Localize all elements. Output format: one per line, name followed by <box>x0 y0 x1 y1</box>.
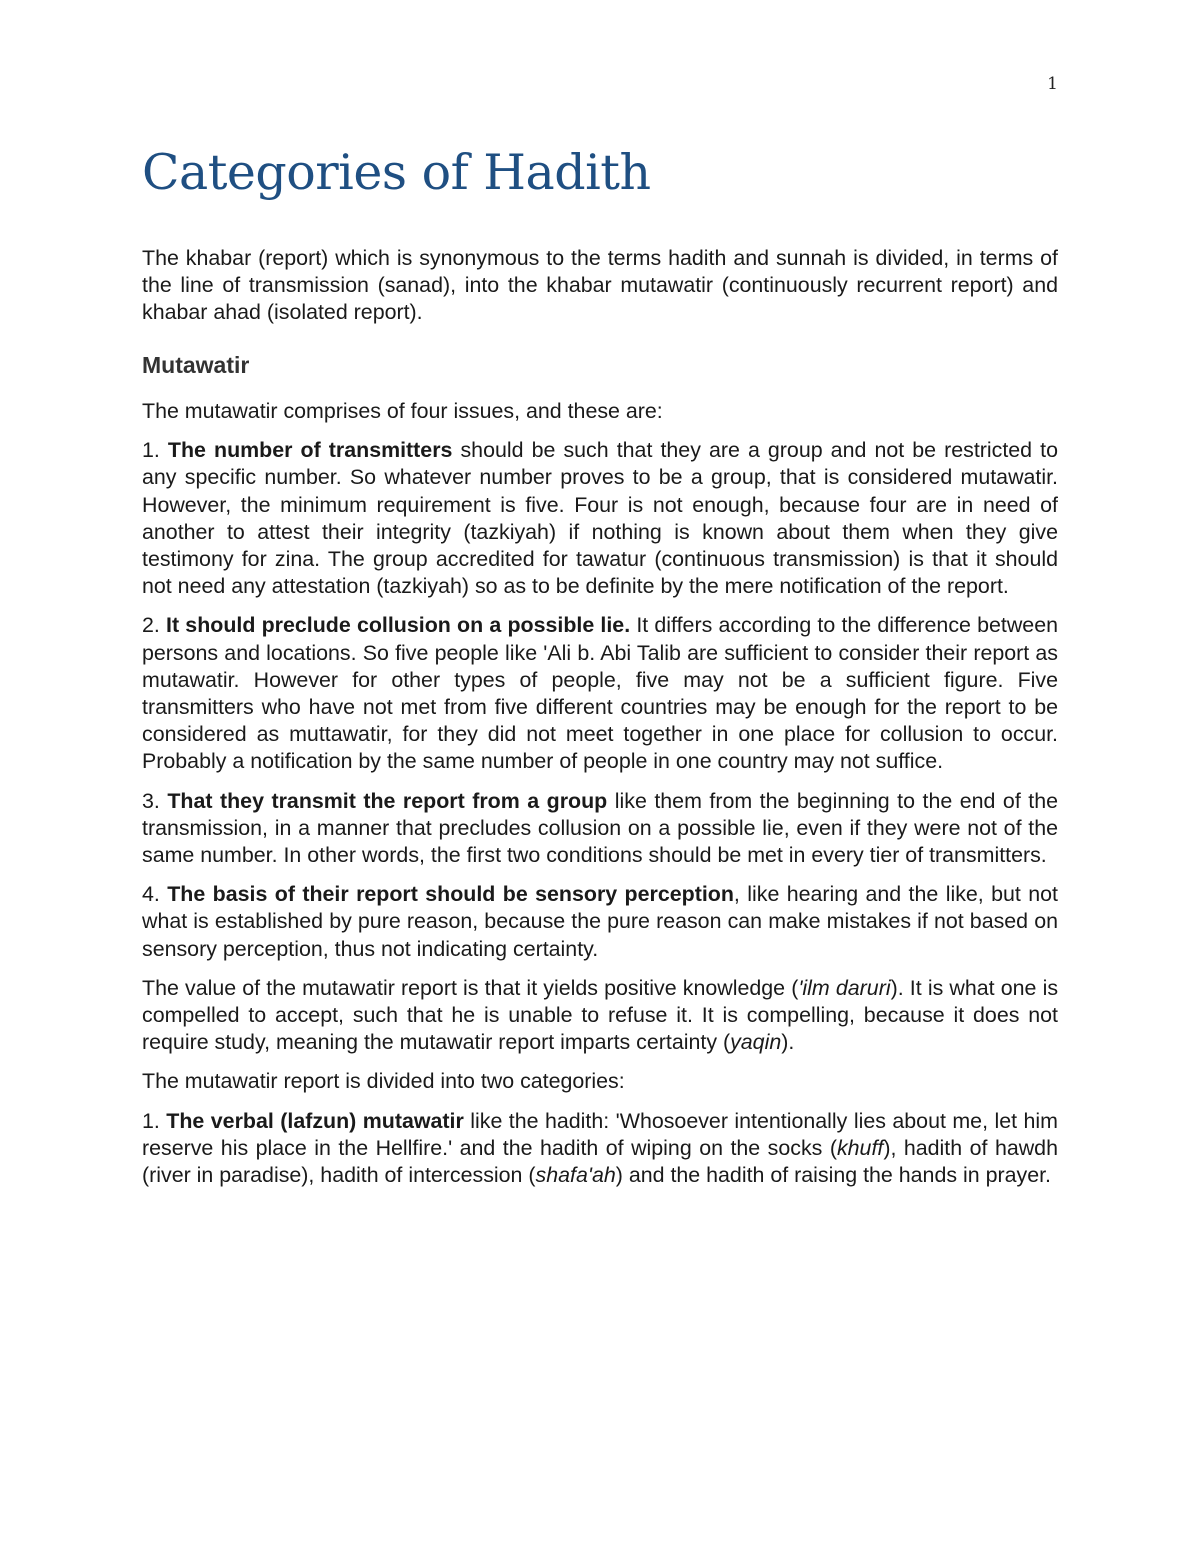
issue-4-paragraph <box>142 881 1058 963</box>
category-1-bold: The verbal (lafzun) mutawatir <box>166 1108 464 1133</box>
issue-2-bold: It should preclude collusion on a possible lie. <box>166 613 631 638</box>
section-heading-mutawatir: Mutawatir <box>142 352 250 379</box>
page-number: 1 <box>1047 74 1058 94</box>
issue-1-bold: The number of transmitters <box>167 438 453 463</box>
issue-2-number: 2. <box>142 613 167 638</box>
value-italic-ilm-daruri: 'ilm daruri <box>798 975 891 1000</box>
issue-1-number: 1. <box>142 438 168 463</box>
category-1-text-2: ), hadith of hawdh (river in paradise), hadith of intercession ( <box>142 1135 1058 1188</box>
category-1-number: 1. <box>142 1108 167 1133</box>
intro-paragraph: The khabar (report) which is synonymous to the terms hadith and sunnah is divided, in terms of the line of transmission (sanad), into the khabar mutawatir (continuously recurrent report) and khabar ahad (isolated report). <box>142 245 1058 325</box>
category-1-italic-shafaah: shafa'ah <box>535 1163 616 1188</box>
value-italic-yaqin: yaqin <box>730 1030 782 1055</box>
document-body <box>142 144 1058 1201</box>
issue-4-text: , like hearing and the like, but not what is established by pure reason, because the pure reason can make mistakes if not based on sensory perception, thus not indicating certainty. <box>142 882 1058 961</box>
issue-4-bold: The basis of their report should be sensory perception <box>167 882 734 907</box>
divided-paragraph: The mutawatir report is divided into two categories: <box>142 1069 625 1094</box>
category-1-text-1: like the hadith: 'Whosoever intentionally lies about me, let him reserve his place in the Hellfire.' and the hadith of wiping on the socks ( <box>142 1108 1058 1160</box>
issue-1-text: should be such that they are a group and not be restricted to any specific number. So whatever number proves to be a group, that is considered mutawatir. However, the minimum requirement is five. Four is not enough, because four are in need of another to attest their integrity (tazkiyah) if nothing is known about them when they give testimony for zina. The group accredited for tawatur (continuous transmission) is that it should not need any attestation (tazkiyah) so as to be definite by the mere notification of the report. <box>142 438 1058 599</box>
issue-1-paragraph <box>142 437 1058 600</box>
value-text-3: ). <box>781 1030 795 1055</box>
category-1-text-3: ) and the hadith of raising the hands in prayer. <box>615 1163 1051 1188</box>
category-1-paragraph <box>142 1108 1058 1190</box>
issue-3-number: 3. <box>142 788 168 813</box>
issue-2-text: It differs according to the difference between persons and locations. So five people like 'Ali b. Abi Talib are sufficient to consider their report as mutawatir. However for other types of people, five may not be a sufficient figure. Five transmitters who have not met from five different countries may be enough for the report to be considered as muttawatir, for they did not meet together in one place for collusion to occur. Probably a notification by the same number of people in one country may not suffice. <box>142 613 1058 774</box>
issue-3-bold: That they transmit the report from a group <box>167 788 608 813</box>
issue-3-text: like them from the beginning to the end of the transmission, in a manner that precludes collusion on a possible lie, even if they were not of the same number. In other words, the first two conditions should be met in every tier of transmitters. <box>142 788 1058 868</box>
issue-3-paragraph <box>142 788 1058 870</box>
value-text-2: ). It is what one is compelled to accept, such that he is unable to refuse it. It is compelling, because it does not require study, meaning the mutawatir report imparts certainty ( <box>142 975 1059 1055</box>
issue-2-paragraph <box>142 612 1058 775</box>
value-paragraph <box>142 975 1058 1057</box>
issue-4-number: 4. <box>142 882 168 907</box>
value-text-1: The value of the mutawatir report is that it yields positive knowledge ( <box>142 975 799 1000</box>
document-title: Categories of Hadith <box>142 144 651 201</box>
category-1-italic-khuff: khuff <box>836 1135 884 1160</box>
comprises-paragraph: The mutawatir comprises of four issues, and these are: <box>142 399 663 423</box>
